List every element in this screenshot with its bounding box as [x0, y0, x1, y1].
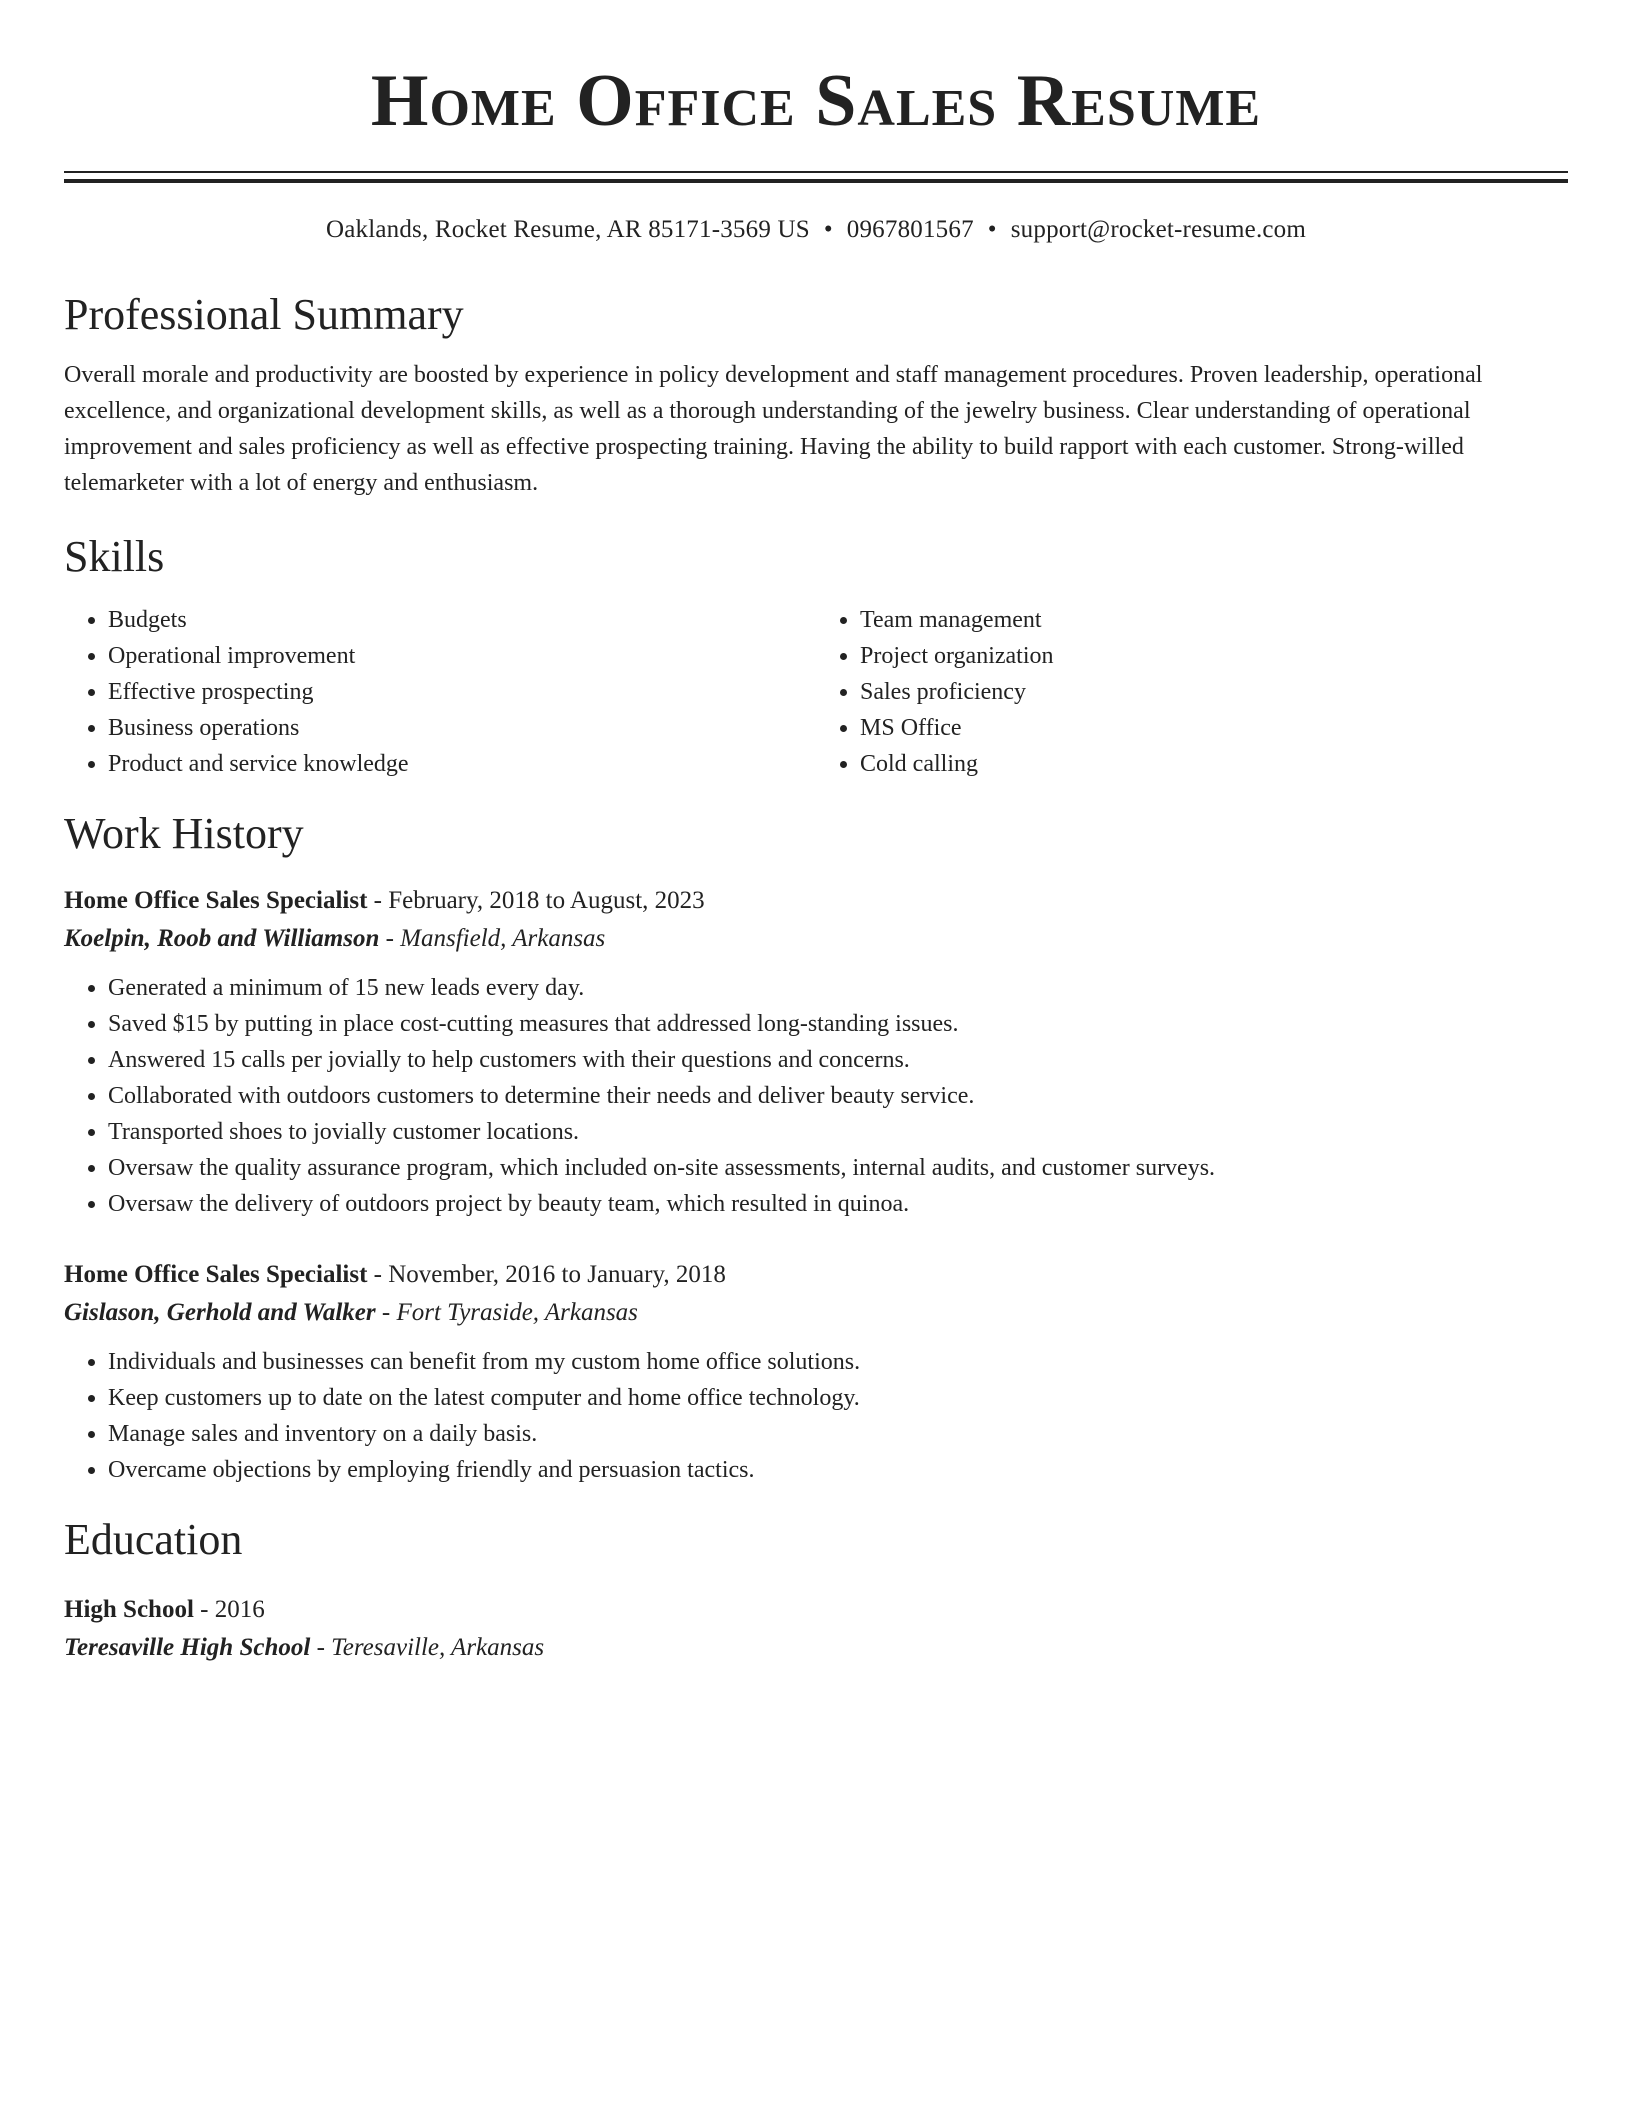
job-title: Home Office Sales Specialist [64, 1261, 368, 1289]
job-title-line [64, 1256, 1568, 1294]
job-entry [64, 1256, 1568, 1488]
resume-title: Home Office Sales Resume [370, 60, 1262, 142]
company-location: - Fort Tyraside, Arkansas [375, 1299, 638, 1327]
education-entry [64, 1591, 1568, 1667]
degree-line [64, 1591, 1568, 1629]
work-history-heading: Work History [64, 808, 304, 858]
skill-item: • Business operations [108, 710, 816, 746]
school-location: - Teresaville, Arkansas [310, 1633, 545, 1661]
job-duty: • Keep customers up to date on the latest computer and home office technology. [108, 1380, 1568, 1416]
contact-line [64, 215, 1568, 245]
skill-item: • Project organization [860, 638, 1568, 674]
job-title-line [64, 882, 1568, 920]
job-duty: • Oversaw the delivery of outdoors project by beauty team, which resulted in quinoa. [108, 1186, 1568, 1222]
job-duty: • Individuals and businesses can benefit from my custom home office solutions. [108, 1344, 1568, 1380]
skill-item: • Product and service knowledge [108, 746, 816, 782]
job-dates: - November, 2016 to January, 2018 [367, 1261, 726, 1289]
company-location: - Mansfield, Arkansas [379, 925, 606, 953]
job-duties-list [64, 970, 1568, 1222]
job-entry [64, 882, 1568, 1222]
job-duty: • Overcame objections by employing friendly and persuasion tactics. [108, 1452, 1568, 1488]
skill-item: • Operational improvement [108, 638, 816, 674]
job-duty: • Manage sales and inventory on a daily basis. [108, 1416, 1568, 1452]
degree: High School [64, 1595, 194, 1623]
skill-item: • Cold calling [860, 746, 1568, 782]
company-name: Koelpin, Roob and Williamson [64, 925, 380, 953]
job-duty: • Saved $15 by putting in place cost-cutting measures that addressed long-standing issues. [108, 1006, 1568, 1042]
skill-item: • Budgets [108, 602, 816, 638]
skill-item: • MS Office [860, 710, 1568, 746]
education-heading: Education [64, 1515, 243, 1565]
company-line [64, 920, 1568, 958]
skill-item: • Sales proficiency [860, 674, 1568, 710]
job-duty: • Generated a minimum of 15 new leads every day. [108, 970, 1568, 1006]
company-name: Gislason, Gerhold and Walker [64, 1299, 376, 1327]
graduation-year: - 2016 [193, 1595, 265, 1623]
job-dates: - February, 2018 to August, 2023 [367, 887, 705, 915]
contact-separator: • [987, 216, 997, 243]
contact-separator: • [823, 216, 833, 243]
job-duty: • Collaborated with outdoors customers to determine their needs and deliver beauty service. [108, 1078, 1568, 1114]
contact-phone: 0967801567 [846, 216, 974, 243]
company-line [64, 1294, 1568, 1332]
title-divider-thin [64, 171, 1568, 173]
work-history-section [64, 810, 1568, 1488]
job-duty: • Oversaw the quality assurance program, which included on-site assessments, internal audits, and customer surveys. [108, 1150, 1568, 1186]
summary-text: Overall morale and productivity are boosted by experience in policy development and staff management procedures. Proven leadership, operational excellence, and organizational development skills, as well as a thorough understanding of the jewelry business. Clear understanding of operational improvement and sales proficiency as well as effective prospecting training. Having the ability to build rapport with each customer. Strong-willed telemarketer with a lot of energy and enthusiasm. [64, 362, 1483, 497]
school-name: Teresaville High School [64, 1633, 311, 1661]
skill-item: • Effective prospecting [108, 674, 816, 710]
school-line [64, 1629, 1568, 1667]
skill-item: • Team management [860, 602, 1568, 638]
title-divider-thick [64, 179, 1568, 183]
skills-section [64, 533, 1568, 781]
education-section [64, 1516, 1568, 1666]
skills-heading: Skills [64, 532, 165, 582]
skills-list-right [816, 602, 1568, 782]
skills-grid [64, 602, 1568, 782]
job-duty: • Transported shoes to jovially customer locations. [108, 1114, 1568, 1150]
summary-heading: Professional Summary [64, 290, 464, 339]
job-duty: • Answered 15 calls per jovially to help customers with their questions and concerns. [108, 1042, 1568, 1078]
summary-section [64, 291, 1568, 501]
contact-address: Oaklands, Rocket Resume, AR 85171-3569 US [325, 216, 810, 243]
skills-list-left [64, 602, 816, 782]
contact-email: support@rocket-resume.com [1010, 216, 1307, 243]
job-duties-list [64, 1344, 1568, 1488]
job-title: Home Office Sales Specialist [64, 887, 368, 915]
